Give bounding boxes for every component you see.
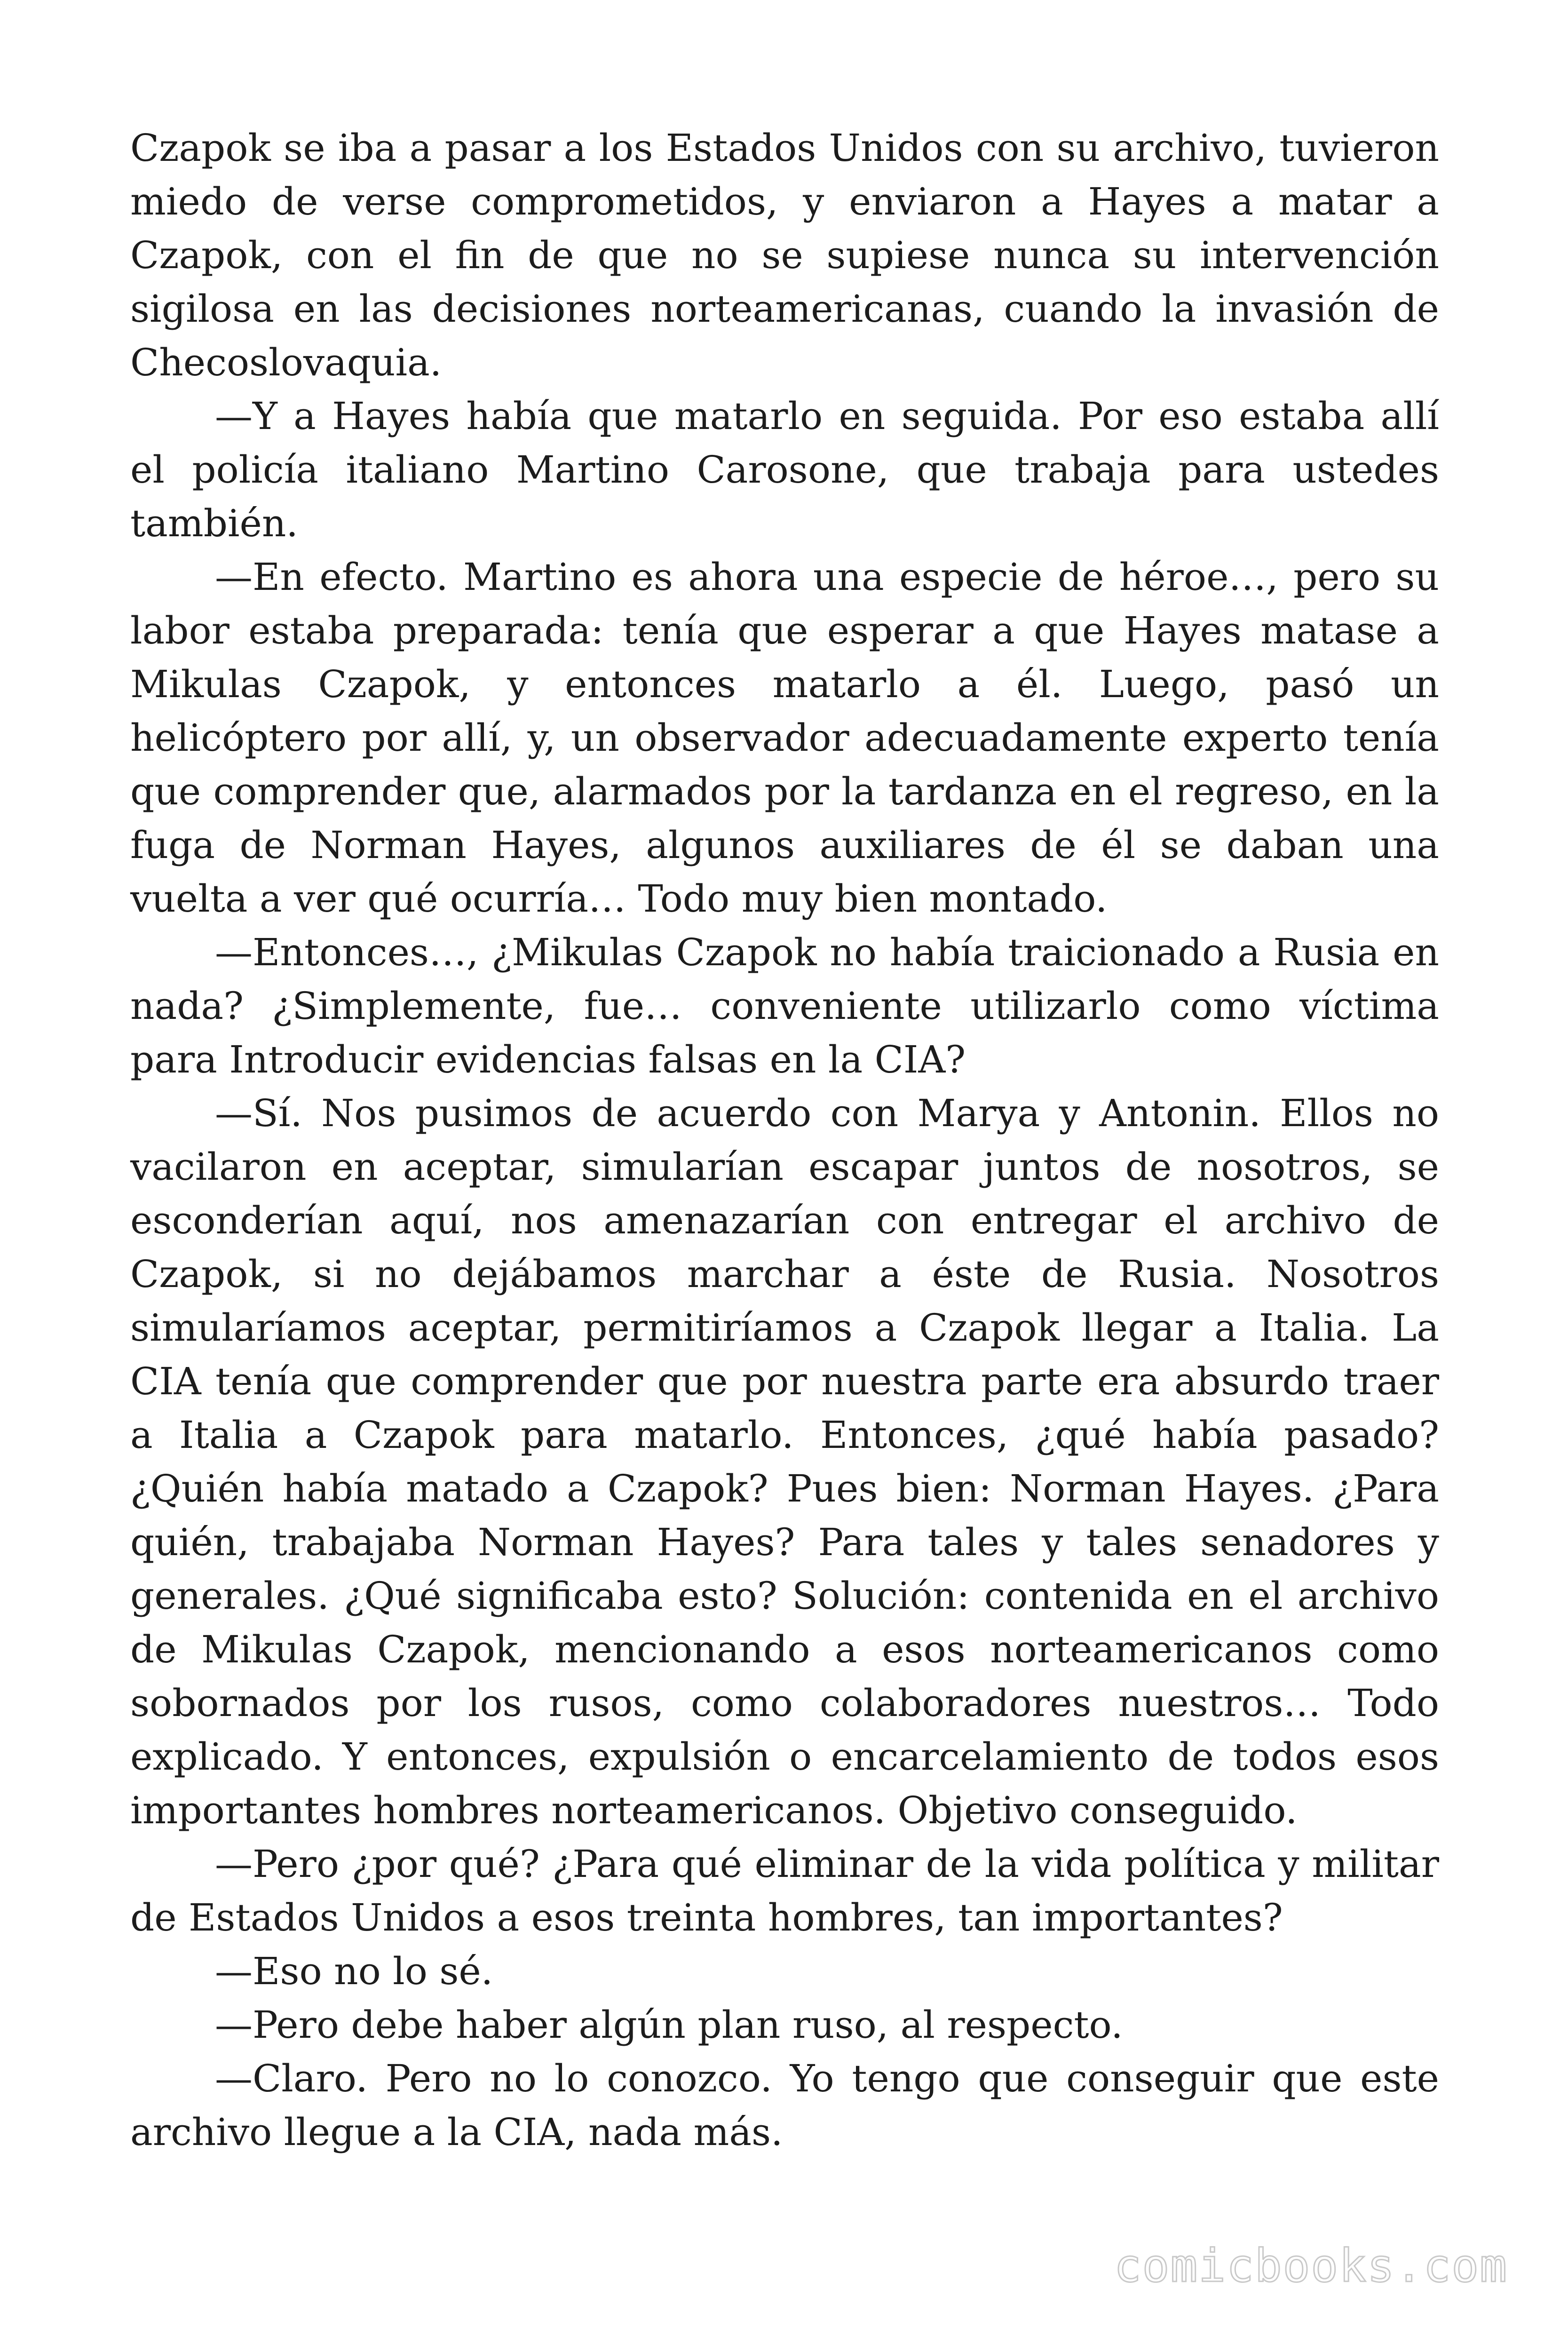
paragraph-1: Czapok se iba a pasar a los Estados Unidos con su archivo, tuvieron miedo de verse comprometidos, y enviaron a Hayes a matar a Czapok, con el fin de que no se supiese nunca su intervención sigilosa en las decisiones norteamericanas, cuando la invasión de Checoslovaquia.: [130, 126, 1439, 384]
page-text: [130, 121, 1439, 2159]
paragraph-3: —En efecto. Martino es ahora una especie de héroe…, pero su labor estaba preparada: tenía que esperar a que Hayes matase a Mikulas Czapok, y entonces matarlo a él. Luego, pasó un helicóptero por allí, y, un observador adecuadamente experto tenía que comprender que, alarmados por la tardanza en el regreso, en la fuga de Norman Hayes, algunos auxiliares de él se daban una vuelta a ver qué ocurría… Todo muy bien montado.: [130, 555, 1439, 921]
paragraph-2: —Y a Hayes había que matarlo en seguida. Por eso estaba allí el policía italiano Martino Carosone, que trabaja para ustedes también.: [130, 394, 1439, 545]
paragraph-8: —Pero debe haber algún plan ruso, al respecto.: [215, 2003, 1123, 2047]
paragraph-7: —Eso no lo sé.: [215, 1949, 493, 1993]
paragraph-6: —Pero ¿por qué? ¿Para qué eliminar de la vida política y militar de Estados Unidos a esos treinta hombres, tan importantes?: [130, 1842, 1439, 1939]
paragraph-5: —Sí. Nos pusimos de acuerdo con Marya y Antonin. Ellos no vacilaron en aceptar, simularían escapar juntos de nosotros, se esconderían aquí, nos amenazarían con entregar el archivo de Czapok, si no dejábamos marchar a éste de Rusia. Nosotros simularíamos aceptar, permitiríamos a Czapok llegar a Italia. La CIA tenía que comprender que por nuestra parte era absurdo traer a Italia a Czapok para matarlo. Entonces, ¿qué había pasado? ¿Quién había matado a Czapok? Pues bien: Norman Hayes. ¿Para quién, trabajaba Norman Hayes? Para tales y tales senadores y generales. ¿Qué significaba esto? Solución: contenida en el archivo de Mikulas Czapok, mencionando a esos norteamericanos como sobornados por los rusos, como colaboradores nuestros… Todo explicado. Y entonces, expulsión o encarcelamiento de todos esos importantes hombres norteamericanos. Objetivo conseguido.: [130, 1091, 1439, 1832]
paragraph-4: —Entonces…, ¿Mikulas Czapok no había traicionado a Rusia en nada? ¿Simplemente, fue… conveniente utilizarlo como víctima para Introducir evidencias falsas en la CIA?: [130, 930, 1439, 1081]
paragraph-9: —Claro. Pero no lo conozco. Yo tengo que conseguir que este archivo llegue a la CIA, nada más.: [130, 2057, 1439, 2154]
watermark: comicbooks.com: [1114, 2240, 1508, 2292]
